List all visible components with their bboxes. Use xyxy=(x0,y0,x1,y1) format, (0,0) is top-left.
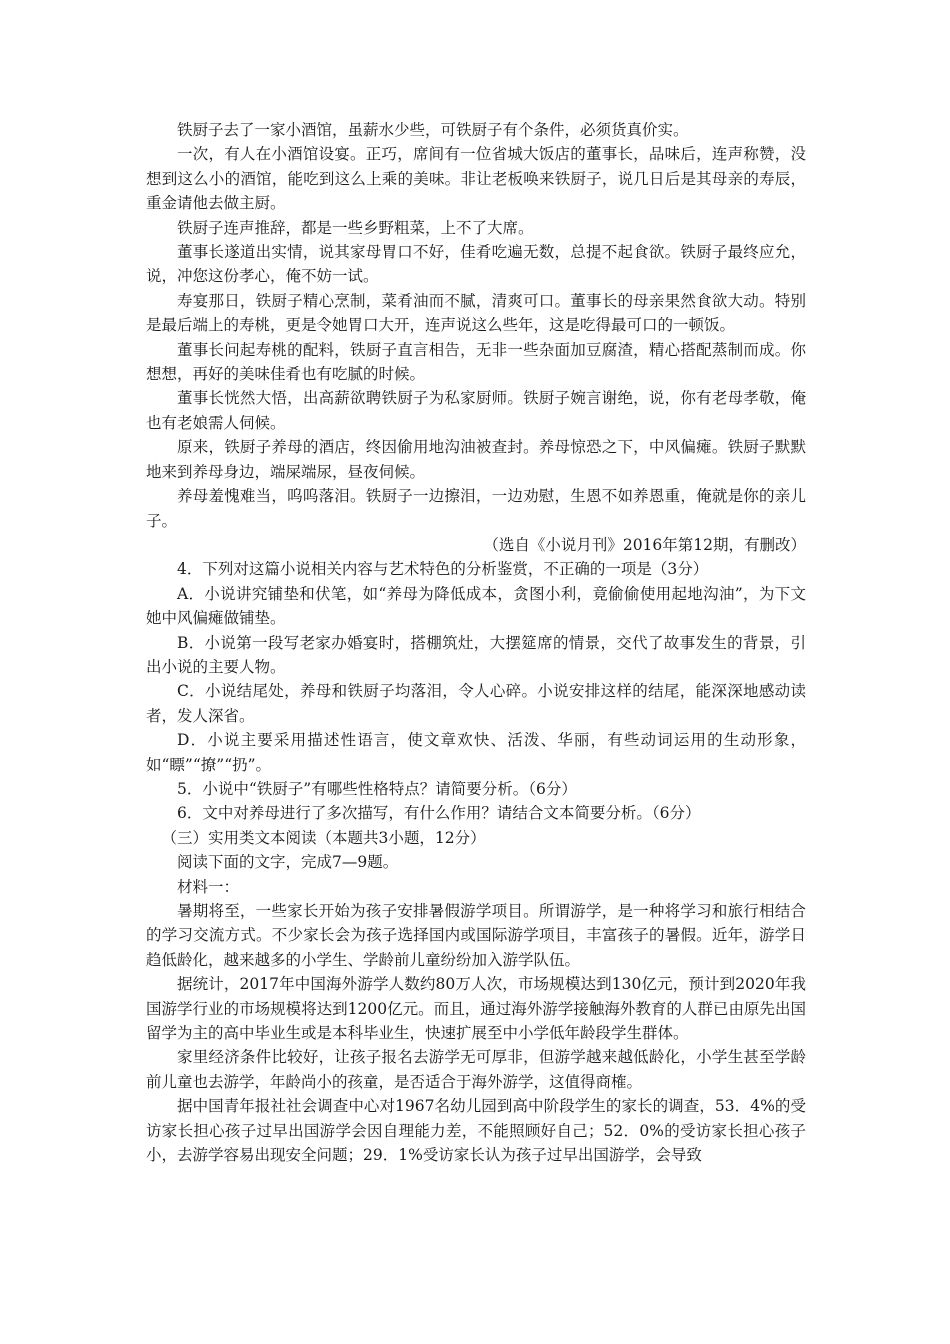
material-paragraph-2: 据统计，2017年中国海外游学人数约80万人次，市场规模达到130亿元，预计到2020年我国游学行业的市场规模将达到1200亿元。而且，通过海外游学接触海外教育的人群已由原先出国留学为主的高中毕业生或是本科毕业生，快速扩展至中小学低年龄段学生群体。 xyxy=(146,975,806,1043)
material-paragraph-3: 家里经济条件比较好，让孩子报名去游学无可厚非，但游学越来越低龄化，小学生甚至学龄前儿童也去游学，年龄尚小的孩童，是否适合于海外游学，这值得商榷。 xyxy=(146,1048,806,1091)
story-paragraph-1: 铁厨子去了一家小酒馆，虽薪水少些，可铁厨子有个条件，必须货真价实。 xyxy=(177,121,689,139)
story-source: （选自《小说月刊》2016年第12期，有删改） xyxy=(483,535,806,554)
story-paragraph-4: 董事长遂道出实情，说其家母胃口不好，佳肴吃遍无数，总提不起食欲。铁厨子最终应允，说，冲您这份孝心，俺不妨一试。 xyxy=(146,243,806,286)
question-4: 4．下列对这篇小说相关内容与艺术特色的分析鉴赏，不正确的一项是（3分） xyxy=(177,560,709,579)
story-paragraph-3: 铁厨子连声推辞，都是一些乡野粗菜，上不了大席。 xyxy=(177,218,534,237)
question-5: 5．小说中“铁厨子”有哪些性格特点？请简要分析。（6分） xyxy=(177,779,577,798)
question-4-option-d: D．小说主要采用描述性语言，使文章欢快、活泼、华丽，有些动词运用的生动形象，如“瞟”“撩”“扔”。 xyxy=(146,731,806,774)
question-4-option-b: B．小说第一段写老家办婚宴时，搭棚筑灶，大摆筵席的情景，交代了故事发生的背景，引出小说的主要人物。 xyxy=(146,633,806,676)
material-label: 材料一： xyxy=(177,877,240,896)
document-page xyxy=(146,118,806,1167)
question-6: 6．文中对养母进行了多次描写，有什么作用？请结合文本简要分析。（6分） xyxy=(177,804,701,823)
story-paragraph-2: 一次，有人在小酒馆设宴。正巧，席间有一位省城大饭店的董事长，品味后，连声称赞，没想到这么小的酒馆，能吃到这么上乘的美味。非让老板唤来铁厨子，说几日后是其母亲的寿辰，重金请他去做主厨。 xyxy=(146,145,806,213)
story-paragraph-8: 原来，铁厨子养母的酒店，终因偷用地沟油被查封。养母惊恐之下，中风偏瘫。铁厨子默默地来到养母身边，端屎端尿，昼夜伺候。 xyxy=(146,438,806,481)
section-3-heading: （三）实用类文本阅读（本题共3小题，12分） xyxy=(161,828,486,847)
story-paragraph-7: 董事长恍然大悟，出高薪欲聘铁厨子为私家厨师。铁厨子婉言谢绝，说，你有老母孝敬，俺也有老娘需人伺候。 xyxy=(146,389,806,432)
story-paragraph-6: 董事长问起寿桃的配料，铁厨子直言相告，无非一些杂面加豆腐渣，精心搭配蒸制而成。你想想，再好的美味佳肴也有吃腻的时候。 xyxy=(146,340,806,384)
story-paragraph-9: 养母羞愧难当，呜呜落泪。铁厨子一边擦泪，一边劝慰，生恩不如养恩重，俺就是你的亲儿子。 xyxy=(146,487,806,530)
material-paragraph-4: 据中国青年报社社会调查中心对1967名幼儿园到高中阶段学生的家长的调查，53．4%的受访家长担心孩子过早出国游学会因自理能力差，不能照顾好自己；52．0%的受访家长担心孩子小，去游学容易出现安全问题；29．1%受访家长认为孩子过早出国游学，会导致 xyxy=(146,1097,806,1165)
question-4-option-a: A．小说讲究铺垫和伏笔，如“养母为降低成本，贪图小利，竟偷偷使用起地沟油”，为下文她中风偏瘫做铺垫。 xyxy=(146,584,806,628)
story-paragraph-5: 寿宴那日，铁厨子精心烹制，菜肴油而不腻，清爽可口。董事长的母亲果然食欲大动。特别是最后端上的寿桃，更是令她胃口大开，连声说这么些年，这是吃得最可口的一顿饭。 xyxy=(146,291,806,335)
material-paragraph-1: 暑期将至，一些家长开始为孩子安排暑假游学项目。所谓游学，是一种将学习和旅行相结合的学习交流方式。不少家长会为孩子选择国内或国际游学项目，丰富孩子的暑假。近年，游学日趋低龄化，越来越多的小学生、学龄前儿童纷纷加入游学队伍。 xyxy=(146,902,806,969)
question-4-option-c: C．小说结尾处，养母和铁厨子均落泪，令人心碎。小说安排这样的结尾，能深深地感动读者，发人深省。 xyxy=(146,682,806,725)
section-3-instruction: 阅读下面的文字，完成7—9题。 xyxy=(177,853,399,872)
